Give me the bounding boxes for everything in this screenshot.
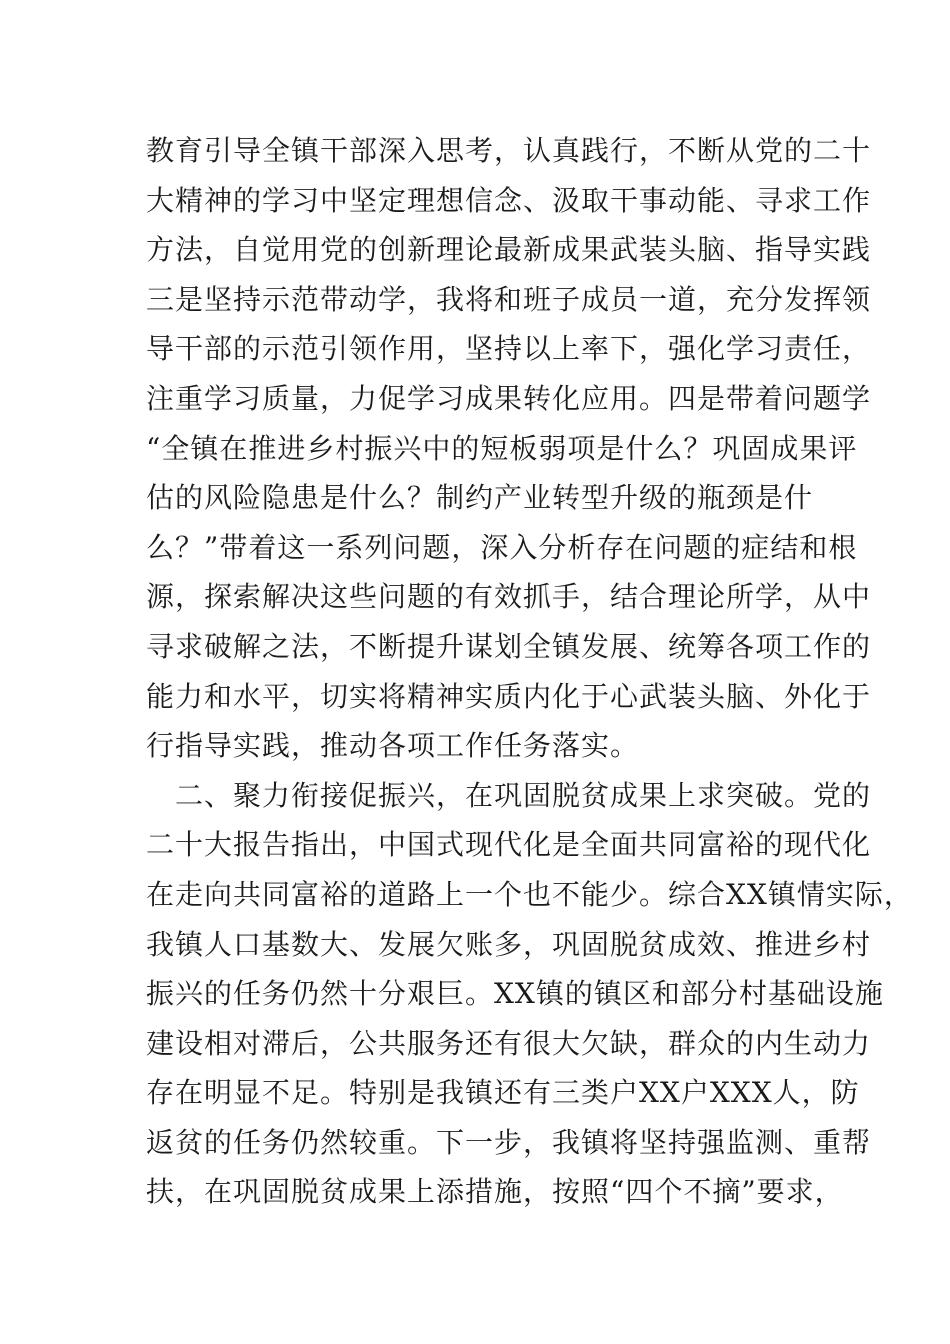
text-line: 教育引导全镇干部深入思考，认真践行，不断从党的二十 bbox=[146, 134, 872, 167]
paragraph-heading-line: 二、聚力衔接促振兴，在巩固脱贫成果上求突破。党的 bbox=[146, 778, 872, 812]
text-line: 能力和水平，切实将精神实质内化于心武装头脑、外化于 bbox=[146, 679, 872, 713]
text-line: 振兴的任务仍然十分艰巨。XX镇的镇区和部分村基础设施 bbox=[146, 977, 884, 1011]
text-line: 注重学习质量，力促学习成果转化应用。四是带着问题学 bbox=[146, 381, 872, 415]
text-line: 估的风险隐患是什么？制约产业转型升级的瓶颈是什 bbox=[146, 481, 814, 515]
body-text bbox=[146, 126, 913, 1217]
text-line: 建设相对滞后，公共服务还有很大欠缺，群众的内生动力 bbox=[146, 1026, 872, 1060]
text-line: “全镇在推进乡村振兴中的短板弱项是什么？巩固成果评 bbox=[146, 431, 858, 465]
text-line: 源，探索解决这些问题的有效抓手，结合理论所学，从中 bbox=[146, 580, 872, 614]
text-line: 大精神的学习中坚定理想信念、汲取干事动能、寻求工作 bbox=[146, 183, 872, 217]
text-line: 导干部的示范引领作用，坚持以上率下，强化学习责任， bbox=[146, 332, 872, 366]
text-line: 我镇人口基数大、发展欠账多，巩固脱贫成效、推进乡村 bbox=[146, 927, 872, 961]
text-line: 行指导实践，推动各项工作任务落实。 bbox=[146, 729, 640, 763]
text-line: 么？”带着这一系列问题，深入分析存在问题的症结和根 bbox=[146, 530, 858, 564]
text-line: 二十大报告指出，中国式现代化是全面共同富裕的现代化 bbox=[146, 828, 872, 862]
text-line: 扶，在巩固脱贫成果上添措施，按照“四个不摘”要求， bbox=[146, 1175, 844, 1209]
text-line: 寻求破解之法，不断提升谋划全镇发展、统筹各项工作的 bbox=[146, 629, 872, 663]
text-line: 方法，自觉用党的创新理论最新成果武装头脑、指导实践 bbox=[146, 233, 872, 267]
text-line: 在走向共同富裕的道路上一个也不能少。综合XX镇情实际， bbox=[146, 877, 913, 911]
text-line: 三是坚持示范带动学，我将和班子成员一道，充分发挥领 bbox=[146, 282, 872, 316]
text-line: 存在明显不足。特别是我镇还有三类户XX户XXX人，防 bbox=[146, 1076, 860, 1110]
text-line: 返贫的任务仍然较重。下一步，我镇将坚持强监测、重帮 bbox=[146, 1125, 872, 1159]
